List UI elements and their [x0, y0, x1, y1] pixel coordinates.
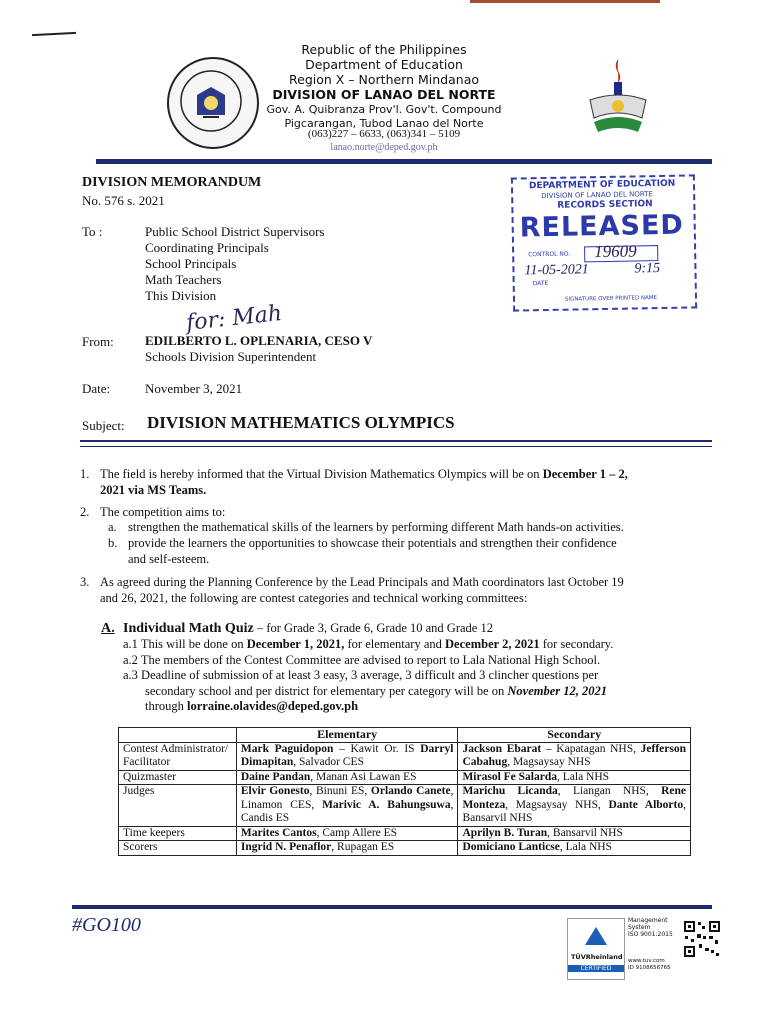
table-row	[119, 785, 691, 827]
table-cell-elementary	[236, 826, 458, 841]
para-2-number: 2.	[80, 505, 90, 519]
member-name: Jackson Ebarat	[462, 742, 542, 755]
to-recipient-5: This Division	[145, 288, 217, 303]
member-school: , Manan Asi Lawan ES	[310, 770, 417, 783]
signature: for: Mah	[184, 301, 284, 336]
scan-mark	[32, 32, 76, 36]
stamp-time-handwritten: 9:15	[634, 261, 661, 277]
para-3-number: 3.	[80, 575, 90, 589]
subject-rule-bottom	[80, 446, 712, 447]
member-school: , Lala NHS	[557, 770, 610, 783]
stamp-date-label: DATE	[532, 279, 549, 288]
stamp-line2: DIVISION OF LANAO DEL NORTE	[541, 190, 654, 201]
table-header-row	[119, 728, 691, 743]
header-address1: Gov. A. Quibranza Prov'l. Gov't. Compound	[266, 103, 502, 116]
member-name: Dante Alborto	[608, 798, 684, 811]
member-name: Mark Paguidopon	[240, 742, 334, 755]
member-name: Mirasol Fe Salarda	[462, 770, 557, 783]
memo-title: DIVISION MEMORANDUM	[82, 175, 262, 190]
table-cell-role: Judges	[119, 785, 237, 827]
qr-code-icon	[683, 920, 721, 958]
item-a2: a.2 The members of the Contest Committee are advised to report to Lala National High School.	[123, 653, 601, 667]
section-a-letter: A.	[101, 621, 115, 636]
header-department: Department of Education	[305, 57, 463, 72]
table-cell-role: Time keepers	[119, 826, 237, 841]
to-recipient-2: Coordinating Principals	[145, 240, 269, 255]
table-cell-secondary	[458, 770, 691, 785]
committee-table	[118, 727, 691, 856]
from-label: From:	[82, 334, 114, 349]
member-school: , Candis ES	[240, 798, 454, 824]
table-cell-elementary	[236, 841, 458, 856]
para-2: The competition aims to:	[100, 505, 226, 519]
para-2a: strengthen the mathematical skills of the learners by performing different Math hands-on activities.	[128, 520, 624, 534]
member-school: , Magsaysay NHS,	[505, 798, 609, 811]
member-name: Marites Cantos	[240, 826, 317, 839]
member-school: – Kapatagan NHS,	[541, 742, 641, 755]
memo-subject: DIVISION MATHEMATICS OLYMPICS	[147, 413, 455, 432]
member-school: , Camp Allere ES	[316, 826, 398, 839]
member-name: Marichu Licanda	[462, 785, 558, 797]
mgmt-system-label: Management System ISO 9001:2015	[628, 917, 673, 938]
header-email: lanao.norte@deped.gov.ph	[330, 142, 438, 153]
para-3: As agreed during the Planning Conference by the Lead Principals and Math coordinators last October 19 and 26, 2021, the following are contest categories and technical working committees:	[100, 575, 624, 605]
member-school: , Bansarvil NHS	[462, 798, 686, 824]
member-school: , Bansarvil NHS	[547, 826, 623, 839]
stamp-line1: DEPARTMENT OF EDUCATION	[528, 178, 676, 192]
to-label: To :	[82, 224, 103, 239]
member-name: Ingrid N. Penaflor	[240, 841, 332, 853]
header-region: Region X – Northern Mindanao	[289, 72, 479, 87]
table-row	[119, 742, 691, 770]
item-a3: a.3 Deadline of submission of at least 3 easy, 3 average, 3 difficult and 3 clincher questions per secondary school and per district for elementary per category will be on November 12, 2021 through lorraine.olavides@deped.gov.ph	[123, 668, 608, 713]
footer-rule	[72, 905, 712, 909]
table-cell-secondary	[458, 785, 691, 827]
tuv-certified: CERTIFIED	[568, 965, 624, 972]
table-cell-role: Contest Administrator/ Facilitator	[119, 742, 237, 770]
table-cell-elementary	[236, 785, 458, 827]
member-name: Daine Pandan	[240, 770, 311, 783]
member-school: , Binuni ES,	[309, 785, 371, 797]
stamp-line3: RECORDS SECTION	[557, 199, 653, 211]
para-2b: provide the learners the opportunities to showcase their potentials and strengthen their confidence and self-esteem.	[128, 536, 617, 566]
stamp-signature-label: SIGNATURE OVER PRINTED NAME	[564, 295, 658, 303]
to-recipient-3: School Principals	[145, 256, 237, 271]
tuv-brand: TÜVRheinland	[571, 953, 623, 961]
memo-date: November 3, 2021	[145, 381, 243, 396]
to-recipient-4: Math Teachers	[145, 272, 222, 287]
member-school: , Liangan NHS,	[557, 785, 662, 797]
member-name: Domiciano Lanticse	[462, 841, 560, 853]
table-row	[119, 826, 691, 841]
table-header-secondary: Secondary	[458, 728, 691, 743]
table-cell-role: Quizmaster	[119, 770, 237, 785]
date-label: Date:	[82, 381, 111, 396]
from-title: Schools Division Superintendent	[145, 349, 317, 364]
scan-edge	[470, 0, 660, 3]
header-address2: Pigcarangan, Tubod Lanao del Norte	[284, 117, 484, 130]
from-name: EDILBERTO L. OPLENARIA, CESO V	[145, 333, 373, 348]
subject-label: Subject:	[82, 418, 125, 433]
header-rule	[96, 159, 712, 164]
para-2a-label: a.	[108, 520, 117, 534]
member-name: Rene Monteza	[462, 785, 686, 811]
table-cell-secondary	[458, 826, 691, 841]
item-a1: a.1 This will be done on December 1, 2021, for elementary and December 2, 2021 for secondary.	[123, 637, 614, 651]
stamp-control-number: 19609	[593, 241, 637, 262]
member-name: Orlando Canete	[370, 785, 451, 797]
table-row	[119, 770, 691, 785]
stamp-released: RELEASED	[519, 209, 685, 244]
member-name: Jefferson Cabahug	[462, 742, 686, 768]
header-phone: (063)227 – 6633, (063)341 – 5109	[307, 128, 461, 140]
para-1-number: 1.	[80, 467, 90, 481]
member-name: Elvir Gonesto	[240, 785, 310, 797]
stamp-control-label: CONTROL NO.	[528, 250, 571, 259]
member-school: , Linamon CES,	[240, 785, 454, 811]
para-1: The field is hereby informed that the Virtual Division Mathematics Olympics will be on December 1 – 2, 2021 via MS Teams.	[100, 467, 628, 497]
member-school: , Salvador CES	[293, 756, 364, 768]
member-name: Marivic A. Bahungsuwa	[322, 798, 451, 811]
table-cell-role: Scorers	[119, 841, 237, 856]
stamp-date-handwritten: 11-05-2021	[524, 262, 589, 279]
to-recipient-1: Public School District Supervisors	[145, 224, 325, 239]
table-cell-secondary	[458, 742, 691, 770]
member-school: – Kawit Or. IS	[333, 742, 421, 755]
member-name: Darryl Dimapitan	[240, 742, 454, 768]
member-school: , Rupagan ES	[331, 841, 395, 853]
released-stamp	[511, 174, 697, 311]
memo-number: No. 576 s. 2021	[82, 193, 165, 208]
tuv-triangle-icon	[585, 927, 607, 945]
member-name: Aprilyn B. Turan	[462, 826, 548, 839]
para-2b-label: b.	[108, 536, 118, 550]
footer-tag: #GO100	[72, 914, 141, 936]
table-cell-elementary	[236, 742, 458, 770]
table-cell-secondary	[458, 841, 691, 856]
table-cell-elementary	[236, 770, 458, 785]
section-a-heading: Individual Math Quiz – for Grade 3, Grade 6, Grade 10 and Grade 12	[123, 621, 493, 636]
subject-rule-top	[80, 440, 712, 442]
tuv-certification-badge	[567, 918, 625, 980]
table-header-elementary: Elementary	[236, 728, 458, 743]
cert-web: www.tuv.com ID 9108656765	[628, 958, 671, 971]
table-row	[119, 841, 691, 856]
table-header-role	[119, 728, 237, 743]
member-school: , Magsaysay NHS	[507, 756, 591, 768]
header-division: DIVISION OF LANAO DEL NORTE	[272, 87, 496, 102]
member-school: , Lala NHS	[559, 841, 612, 853]
header-republic: Republic of the Philippines	[301, 42, 467, 57]
